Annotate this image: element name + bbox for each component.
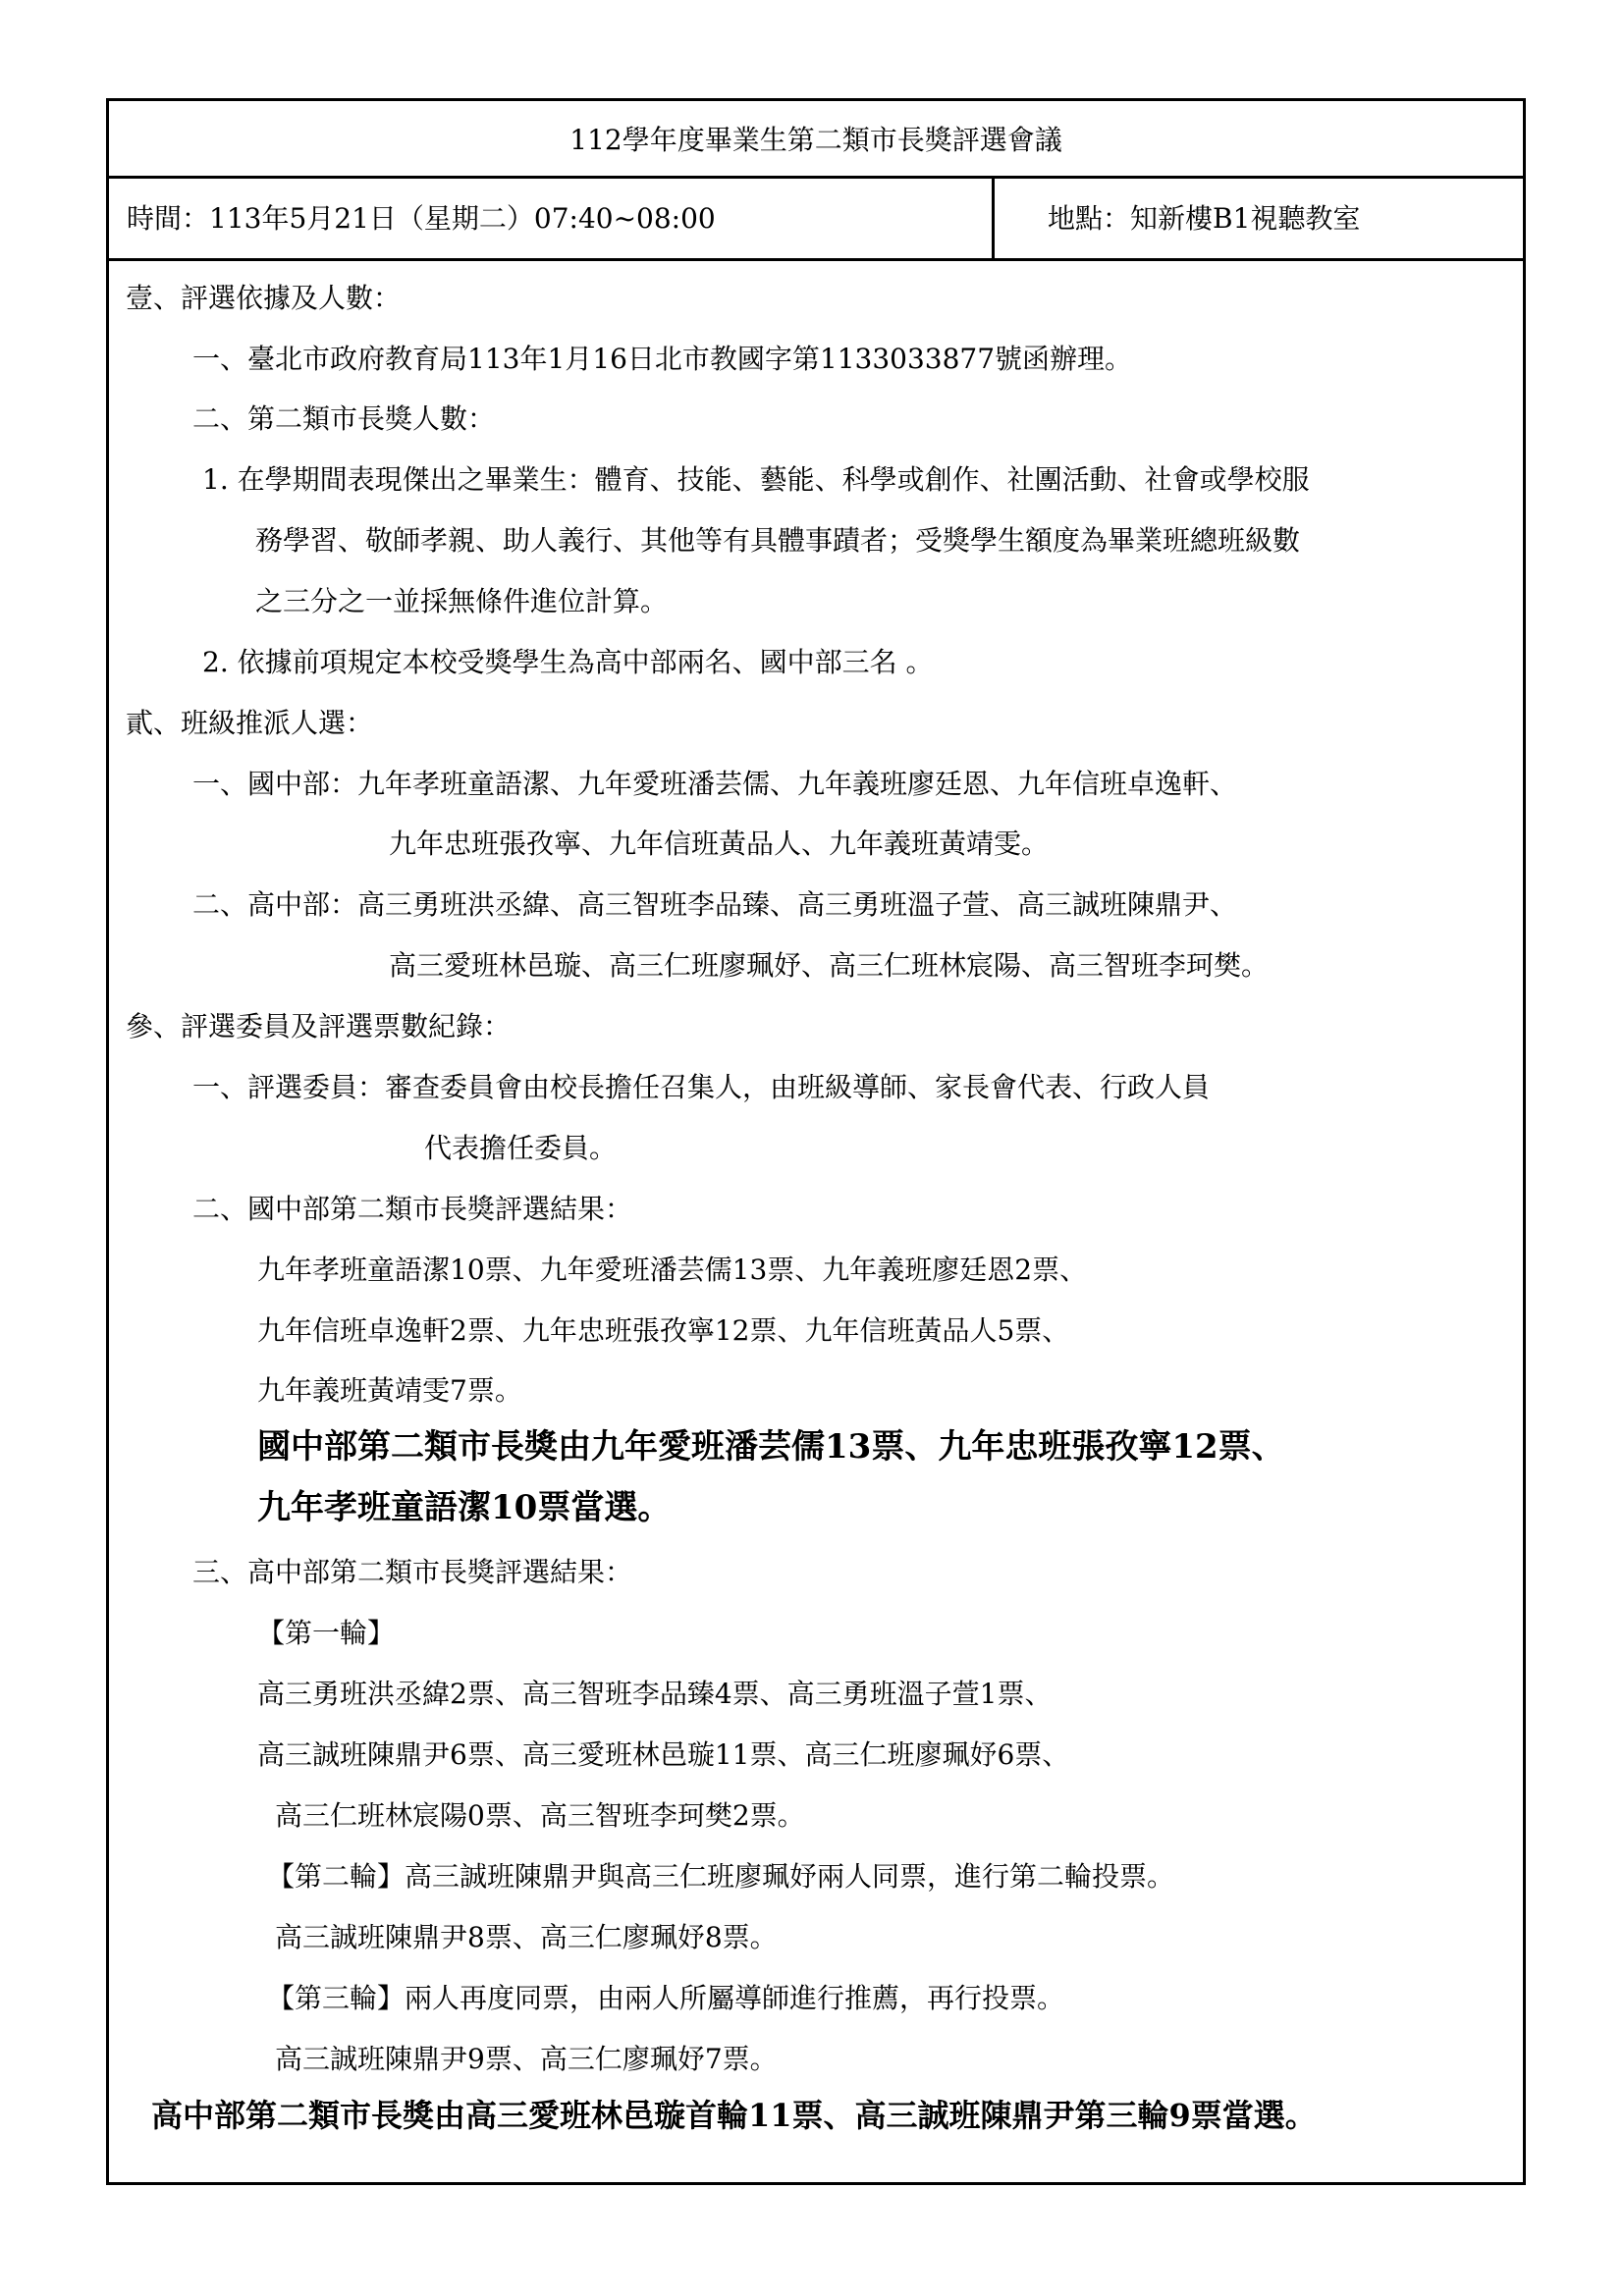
committee-line-1: 一、評選委員：審查委員會由校長擔任召集人，由班級導師、家長會代表、行政人員 — [192, 1071, 1211, 1103]
junior-votes-line-3: 九年義班黃靖雯7票。 — [257, 1374, 522, 1407]
round-1-votes-line-1: 高三勇班洪丞緯2票、高三智班李品臻4票、高三勇班溫子萱1票、 — [257, 1678, 1053, 1710]
quota-item-1-line-2: 務學習、敬師孝親、助人義行、其他等有具體事蹟者；受獎學生額度為畢業班總班級數 — [255, 524, 1301, 557]
meeting-place: 地點：知新樓B1視聽教室 — [1048, 202, 1361, 235]
basis-item-1: 一、臺北市政府教育局113年1月16日北市教國字第1133033877號函辦理。 — [192, 343, 1133, 375]
meeting-time: 時間：113年5月21日（星期二）07:40~08:00 — [109, 176, 995, 258]
section-3-heading: 參、評選委員及評選票數紀錄： — [126, 1010, 512, 1042]
junior-nominees-line-1: 一、國中部：九年孝班童語潔、九年愛班潘芸儒、九年義班廖廷恩、九年信班卓逸軒、 — [192, 768, 1238, 800]
meeting-title: 112學年度畢業生第二類市長獎評選會議 — [109, 101, 1523, 179]
junior-results-heading: 二、國中部第二類市長獎評選結果： — [192, 1193, 633, 1225]
round-1-votes-line-3: 高三仁班林宸陽0票、高三智班李珂樊2票。 — [275, 1799, 805, 1832]
junior-votes-line-2: 九年信班卓逸軒2票、九年忠班張孜寧12票、九年信班黃品人5票、 — [257, 1314, 1070, 1347]
junior-nominees-line-2: 九年忠班張孜寧、九年信班黃品人、九年義班黃靖雯。 — [389, 828, 1050, 860]
round-3-votes: 高三誠班陳鼎尹9票、高三仁廖珮妤7票。 — [275, 2043, 778, 2075]
basis-item-2: 二、第二類市長獎人數： — [192, 402, 496, 435]
round-2-votes: 高三誠班陳鼎尹8票、高三仁廖珮妤8票。 — [275, 1921, 778, 1953]
senior-results-heading: 三、高中部第二類市長獎評選結果： — [192, 1556, 633, 1588]
committee-line-2: 代表擔任委員。 — [424, 1132, 618, 1164]
round-2-note: 【第二輪】高三誠班陳鼎尹與高三仁班廖珮妤兩人同票，進行第二輪投票。 — [267, 1860, 1175, 1893]
meeting-info-row — [109, 176, 1523, 261]
senior-nominees-line-2: 高三愛班林邑璇、高三仁班廖珮妤、高三仁班林宸陽、高三智班李珂樊。 — [389, 949, 1270, 982]
junior-votes-line-1: 九年孝班童語潔10票、九年愛班潘芸儒13票、九年義班廖廷恩2票、 — [257, 1254, 1088, 1286]
quota-item-2: 2. 依據前項規定本校受獎學生為高中部兩名、國中部三名 。 — [202, 646, 934, 678]
quota-item-1-line-3: 之三分之一並採無條件進位計算。 — [255, 585, 669, 617]
round-3-note: 【第三輪】兩人再度同票，由兩人所屬導師進行推薦，再行投票。 — [267, 1982, 1065, 2014]
senior-nominees-line-1: 二、高中部：高三勇班洪丞緯、高三智班李品臻、高三勇班溫子萱、高三誠班陳鼎尹、 — [192, 888, 1238, 921]
section-2-heading: 貳、班級推派人選： — [126, 707, 374, 739]
junior-winners-line-2: 九年孝班童語潔10票當選。 — [257, 1488, 672, 1527]
round-1-votes-line-2: 高三誠班陳鼎尹6票、高三愛班林邑璇11票、高三仁班廖珮妤6票、 — [257, 1738, 1070, 1771]
quota-item-1-line-1: 1. 在學期間表現傑出之畢業生：體育、技能、藝能、科學或創作、社團活動、社會或學校服 — [202, 463, 1310, 496]
section-1-heading: 壹、評選依據及人數： — [126, 282, 402, 314]
senior-winners: 高中部第二類市長獎由高三愛班林邑璇首輪11票、高三誠班陳鼎尹第三輪9票當選。 — [151, 2097, 1317, 2134]
round-1-label: 【第一輪】 — [257, 1617, 396, 1649]
junior-winners-line-1: 國中部第二類市長獎由九年愛班潘芸儒13票、九年忠班張孜寧12票、 — [257, 1427, 1285, 1467]
